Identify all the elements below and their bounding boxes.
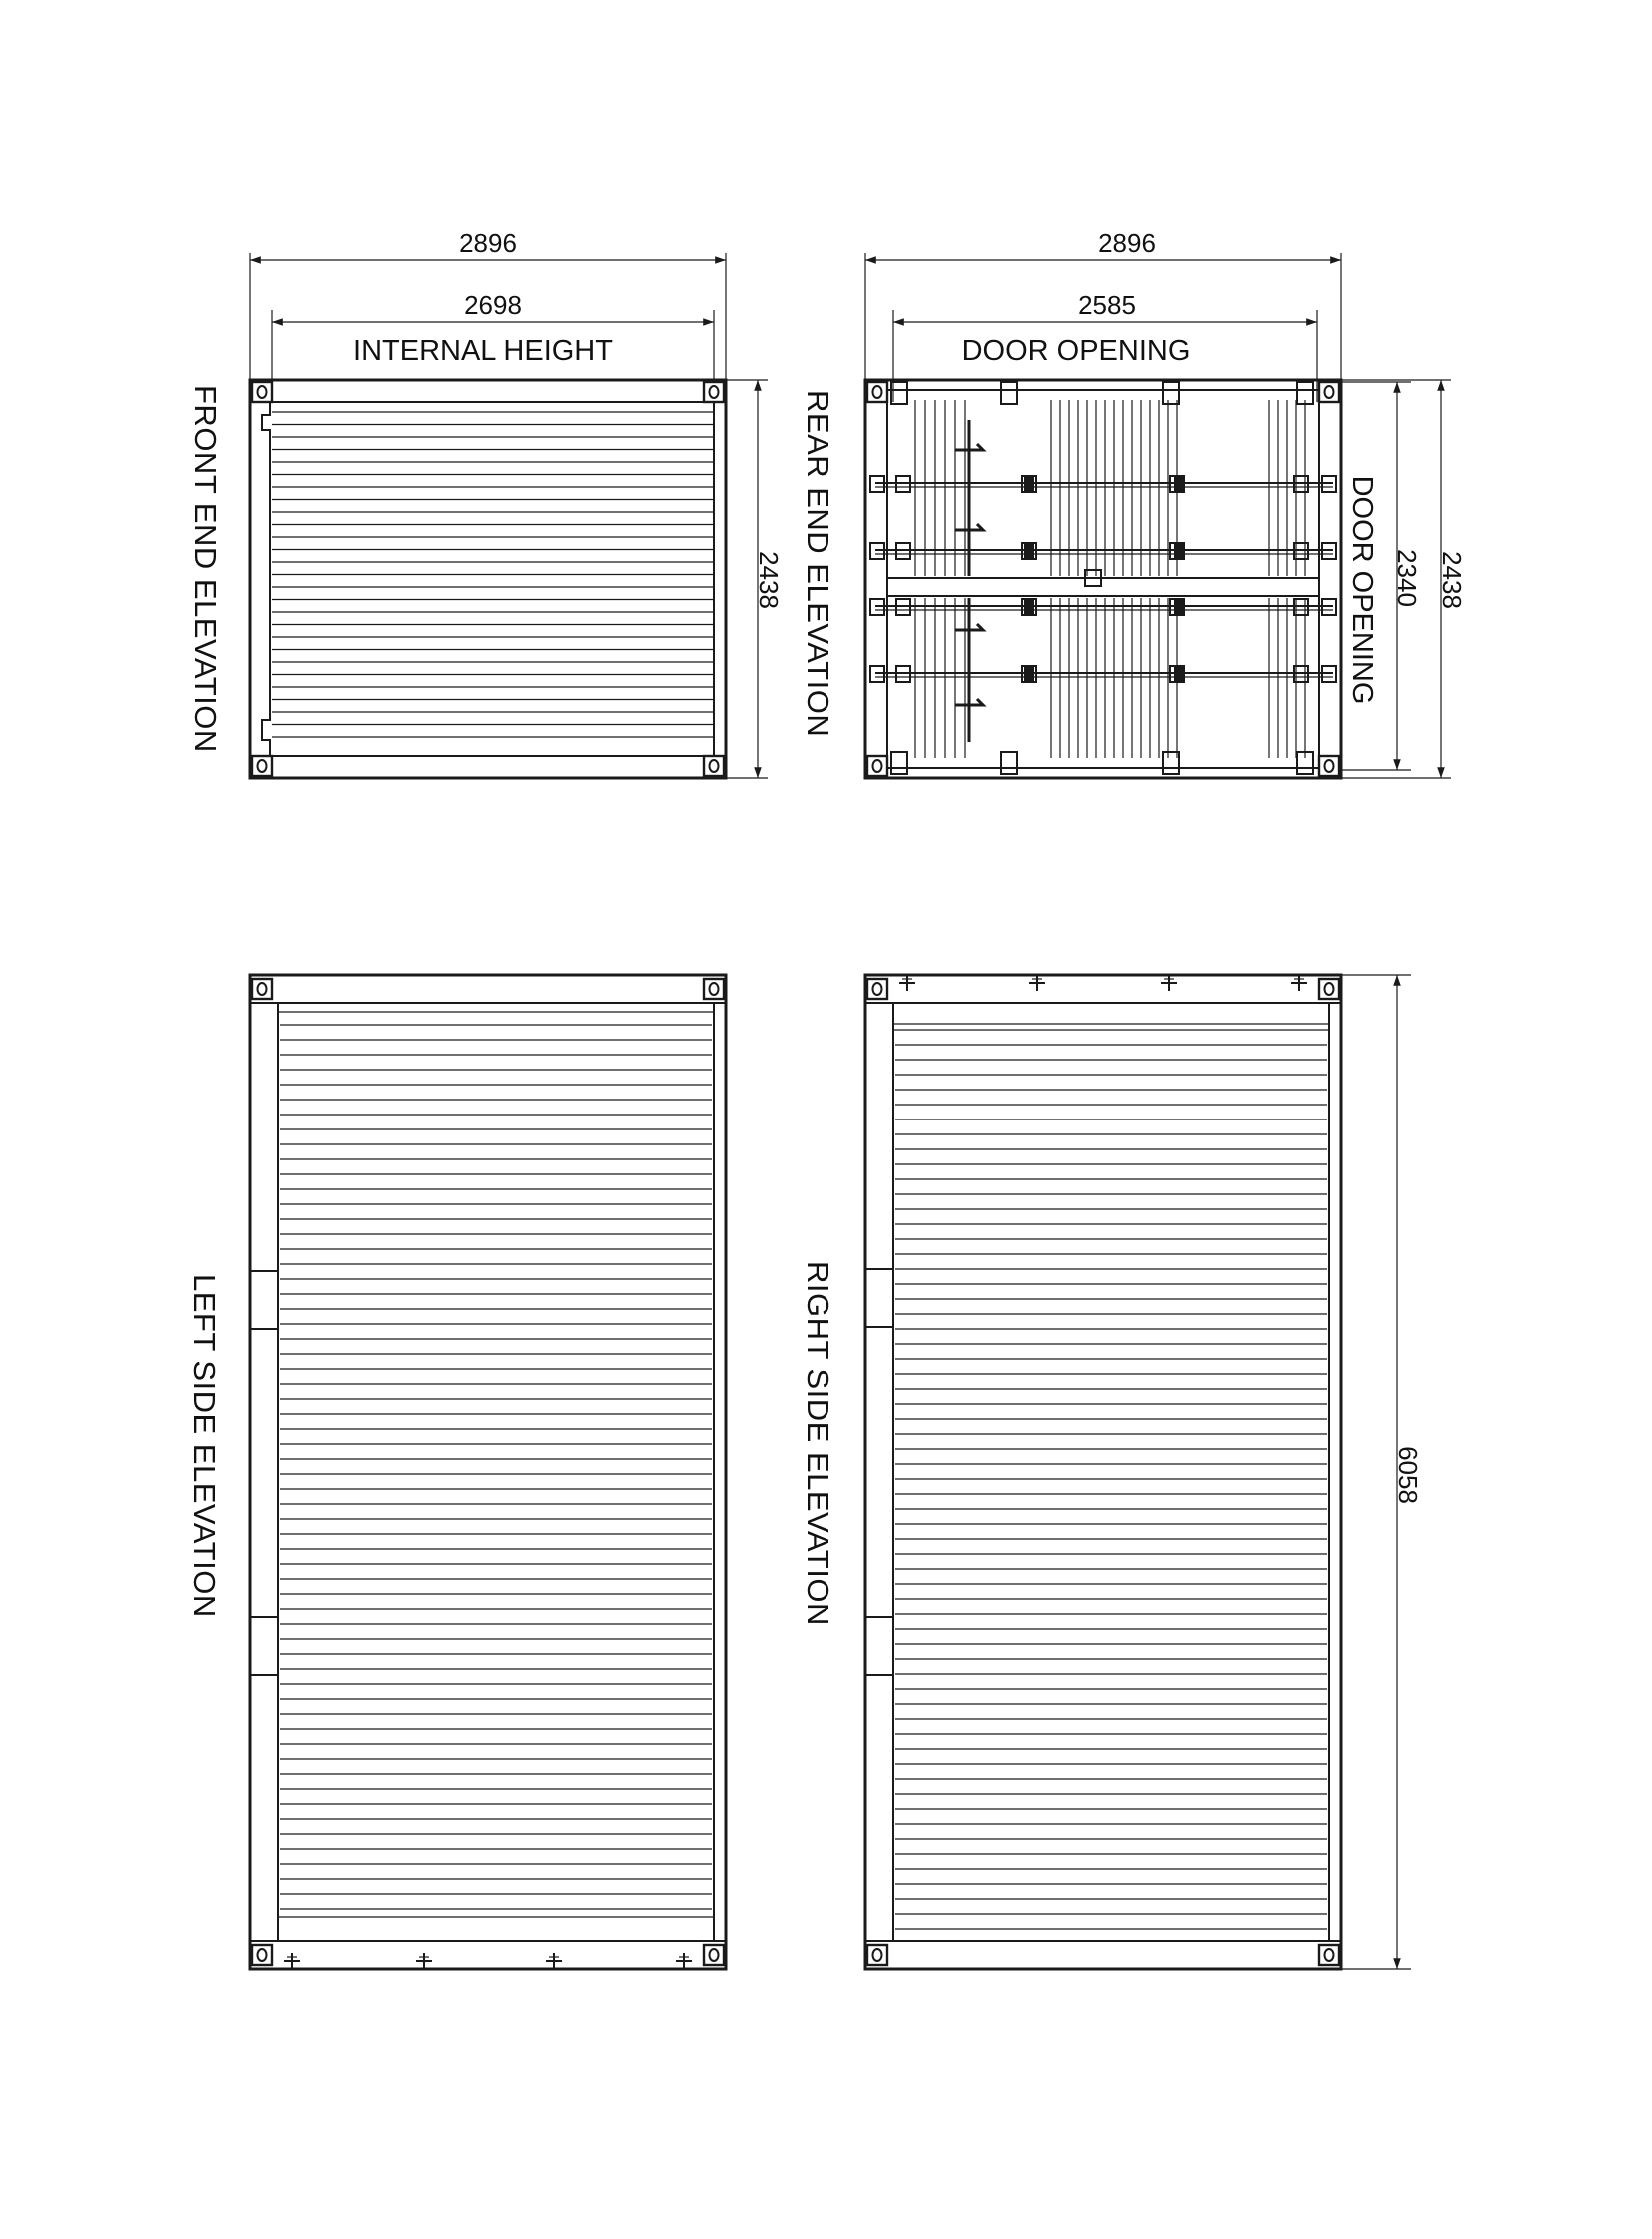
front-height-dimension [722,380,784,778]
left-corner-castings [252,979,724,1965]
cam-keeper [1024,600,1034,616]
cam-keeper [1024,667,1034,683]
rear-door-width-label: DOOR OPENING [961,335,1191,367]
front-internal-dimension [272,290,714,402]
right-side-elevation [865,975,1423,1969]
right-side-outline [865,975,1341,1969]
left-bolt-marks [284,1953,692,1969]
right-corrugation [895,1045,1327,1929]
rear-door-height-label: DOOR OPENING [1346,475,1378,705]
left-side-elevation [250,975,726,1969]
front-end-elevation [250,228,784,778]
front-corner-castings [252,382,724,776]
rear-locking-bars [870,420,1336,742]
cam-keeper [1174,667,1184,683]
right-bottom-rail [865,1941,1341,1969]
left-side-outline [250,975,726,1969]
cam-keeper [1174,544,1184,560]
cam-keeper [1174,600,1184,616]
right-side-title: RIGHT SIDE ELEVATION [801,1261,835,1626]
locking-handle [955,520,983,542]
rear-door-width-dimension [893,290,1317,402]
left-forklift-pocket-2 [250,1617,278,1675]
door-header-lug [891,752,907,774]
left-corrugation [280,1025,712,1909]
right-forklift-pocket-1 [865,1269,893,1327]
front-width-value: 2896 [459,228,517,258]
right-corner-castings [867,979,1339,1965]
door-header-lug [1001,752,1017,774]
rear-end-elevation [865,228,1467,778]
door-header-lug [1001,382,1017,404]
rear-width-value: 2896 [1098,228,1156,258]
rear-height-value: 2438 [1437,551,1467,609]
left-forklift-pocket-1 [250,1271,278,1329]
locking-handle [955,440,983,462]
right-length-dimension [1341,975,1423,1969]
rear-door-height-dimension [1329,382,1422,770]
locking-handle [955,620,983,642]
front-end-outline [250,380,726,778]
left-top-rail [250,975,726,1003]
front-internal-label: INTERNAL HEIGHT [353,335,613,367]
right-forklift-pocket-2 [865,1617,893,1675]
front-top-rail [250,380,726,402]
front-left-post [262,402,270,756]
rear-door-height-value: 2340 [1392,549,1422,607]
cam-keeper [1024,477,1034,493]
front-height-value: 2438 [754,551,784,609]
locking-handle [955,695,983,717]
left-side-title: LEFT SIDE ELEVATION [187,1274,222,1618]
cam-keeper [1174,477,1184,493]
right-top-rail [865,975,1341,1003]
front-bottom-rail [250,756,726,778]
right-bolt-marks [899,975,1307,991]
cam-keeper [1024,544,1034,560]
front-corrugation [272,412,714,737]
right-length-value: 6058 [1393,1446,1423,1504]
rear-end-title: REAR END ELEVATION [801,390,835,738]
door-center-seam [887,578,1319,596]
rear-door-width-value: 2585 [1078,290,1136,320]
front-end-title: FRONT END ELEVATION [188,385,223,753]
front-internal-value: 2698 [464,290,522,320]
left-bottom-rail [250,1941,726,1969]
